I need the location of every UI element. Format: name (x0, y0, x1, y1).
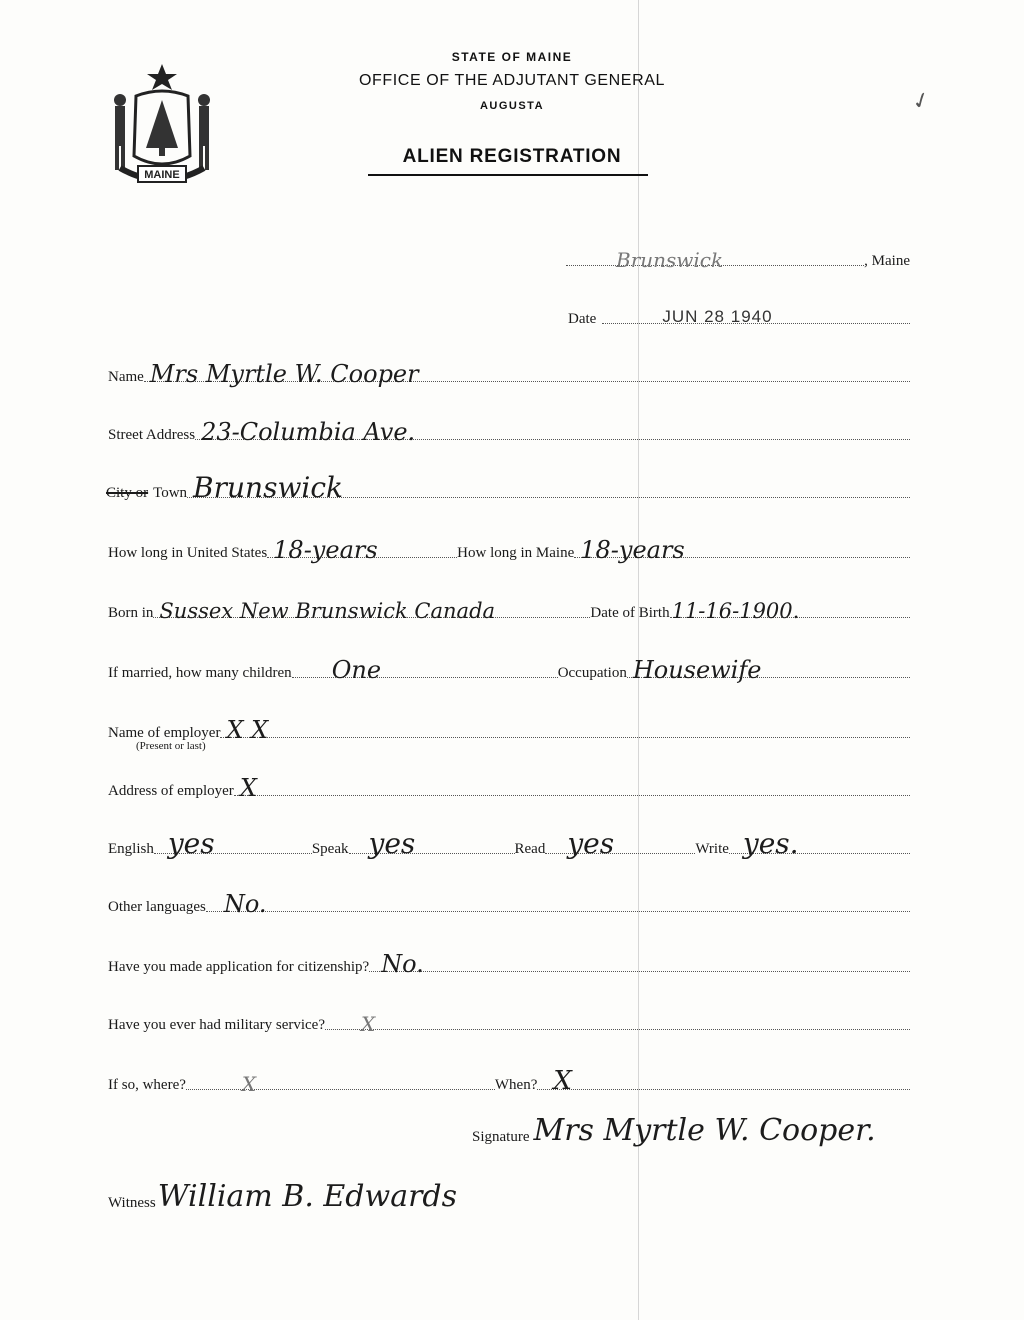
place-field[interactable] (566, 238, 864, 272)
english-value: yes (167, 827, 215, 860)
when-field[interactable] (537, 1062, 910, 1096)
signature-label: Signature (472, 1129, 530, 1145)
street-row (108, 412, 910, 446)
born-in-field[interactable] (153, 590, 590, 624)
military-value: X (361, 1012, 376, 1036)
when-label: When? (494, 1077, 538, 1093)
write-field[interactable] (729, 826, 910, 860)
street-value: 23-Columbia Ave. (201, 418, 416, 446)
place-value: Brunswick (616, 248, 724, 272)
born-in-value: Sussex New Brunswick Canada (159, 599, 496, 623)
read-value: yes (567, 827, 615, 860)
signature-field[interactable] (530, 1108, 933, 1148)
town-field[interactable] (187, 470, 910, 504)
employer-address-field[interactable] (234, 768, 910, 802)
born-row (108, 590, 910, 624)
children-label: If married, how many children (108, 665, 292, 681)
employer-address-label: Address of employer (108, 783, 234, 799)
other-languages-field[interactable] (206, 884, 910, 918)
check-mark-icon: ✓ (908, 85, 934, 116)
name-value: Mrs Myrtle W. Cooper (149, 360, 419, 388)
employer-address-value: X (239, 774, 257, 802)
citizenship-value: No. (381, 950, 424, 978)
town-value: Brunswick (193, 471, 344, 504)
signature-row (472, 1108, 932, 1148)
other-languages-row (108, 884, 910, 918)
english-field[interactable] (154, 826, 312, 860)
town-struck-label: City or (106, 485, 149, 501)
military-row (108, 1002, 910, 1036)
occupation-field[interactable] (627, 650, 910, 684)
write-value: yes. (742, 827, 799, 860)
military-field[interactable] (325, 1002, 910, 1036)
date-row (568, 296, 910, 330)
place-suffix: , Maine (864, 253, 910, 269)
witness-field[interactable] (156, 1174, 608, 1214)
town-row (106, 470, 910, 504)
how-long-row (108, 530, 910, 564)
header-office: OFFICE OF THE ADJUTANT GENERAL (358, 72, 666, 89)
header-state: STATE OF MAINE (451, 50, 573, 64)
employer-field[interactable] (220, 710, 910, 744)
where-when-row (108, 1062, 910, 1096)
how-long-us-field[interactable] (267, 530, 457, 564)
town-label: Town (153, 485, 188, 501)
employer-value: X X (226, 716, 269, 744)
date-field[interactable] (602, 296, 910, 330)
how-long-me-field[interactable] (574, 530, 910, 564)
children-field[interactable] (292, 650, 558, 684)
where-label: If so, where? (108, 1077, 186, 1093)
seal-banner-text: MAINE (144, 169, 180, 181)
military-label: Have you ever had military service? (108, 1017, 325, 1033)
where-field[interactable] (186, 1062, 495, 1096)
how-long-us-value: 18-years (273, 536, 378, 564)
write-label: Write (695, 841, 729, 857)
title-underline (368, 174, 648, 176)
speak-field[interactable] (349, 826, 515, 860)
dob-field[interactable] (670, 590, 910, 624)
dob-label: Date of Birth (590, 605, 670, 621)
name-row (108, 354, 910, 388)
language-row (108, 826, 910, 860)
how-long-me-value: 18-years (580, 536, 685, 564)
place-row (566, 238, 910, 272)
witness-row (108, 1174, 608, 1214)
where-value: X (241, 1072, 257, 1096)
citizenship-row (108, 944, 910, 978)
signature-value: Mrs Myrtle W. Cooper. (533, 1113, 876, 1148)
employer-address-row (108, 768, 910, 802)
read-label: Read (514, 841, 546, 857)
when-value: X (553, 1066, 572, 1096)
other-languages-label: Other languages (108, 899, 206, 915)
street-field[interactable] (195, 412, 910, 446)
date-label: Date (568, 311, 597, 327)
witness-label: Witness (108, 1195, 156, 1211)
born-in-label: Born in (108, 605, 154, 621)
children-value: One (331, 656, 382, 684)
dob-value: 11-16-1900. (671, 599, 800, 623)
occupation-value: Housewife (632, 656, 762, 684)
how-long-us-label: How long in United States (108, 545, 268, 561)
date-stamp: JUN 28 1940 (662, 307, 773, 326)
name-field[interactable] (144, 354, 910, 388)
employer-row (108, 710, 910, 744)
header-city: AUGUSTA (479, 100, 545, 112)
employer-label: Name of employer (108, 725, 221, 741)
other-languages-value: No. (223, 890, 267, 918)
street-label: Street Address (108, 427, 196, 443)
citizenship-label: Have you made application for citizenship? (108, 959, 370, 975)
form-title: ALIEN REGISTRATION (402, 146, 622, 167)
read-field[interactable] (545, 826, 695, 860)
name-label: Name (108, 369, 144, 385)
witness-value: William B. Edwards (157, 1179, 458, 1214)
children-row (108, 650, 910, 684)
english-label: English (108, 841, 154, 857)
citizenship-field[interactable] (369, 944, 910, 978)
employer-sublabel: (Present or last) (136, 740, 206, 752)
speak-label: Speak (311, 841, 349, 857)
how-long-me-label: How long in Maine (457, 545, 575, 561)
occupation-label: Occupation (557, 665, 627, 681)
speak-value: yes (368, 827, 416, 860)
